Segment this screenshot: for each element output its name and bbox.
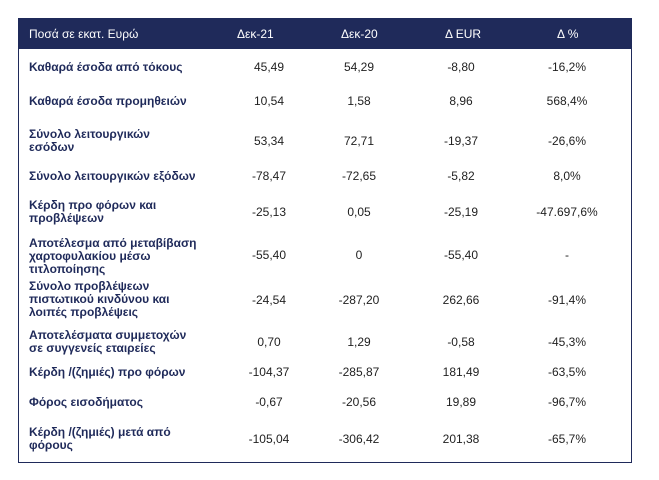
cell-delta-pct: -45,3% — [547, 335, 587, 349]
cell-dec20: 1,58 — [347, 94, 371, 108]
row-label: Κέρδη /(ζημιές) μετά από φόρους — [29, 425, 171, 452]
cell-dec21: -105,04 — [248, 432, 290, 446]
header-col-dec21: Δεκ-21 — [237, 27, 274, 41]
row-label: Κέρδη /(ζημιές) προ φόρων — [29, 365, 186, 379]
header-col-dec20: Δεκ-20 — [341, 27, 378, 41]
financial-table — [18, 18, 632, 463]
row-label: Καθαρά έσοδα από τόκους — [29, 60, 183, 74]
cell-delta-pct: -63,5% — [547, 365, 587, 379]
cell-dec20: -20,56 — [341, 395, 377, 409]
cell-dec21: -24,54 — [251, 293, 287, 307]
cell-delta-eur: -5,82 — [447, 169, 475, 183]
cell-dec21: -0,67 — [255, 395, 283, 409]
cell-delta-pct: -26,6% — [547, 134, 587, 148]
cell-dec21: -55,40 — [251, 248, 287, 262]
cell-dec21: 10,54 — [253, 94, 285, 108]
cell-delta-eur: -8,80 — [447, 60, 475, 74]
cell-delta-pct: -96,7% — [547, 395, 587, 409]
cell-delta-pct: 8,0% — [553, 169, 581, 183]
cell-dec21: 0,70 — [257, 335, 281, 349]
cell-dec20: 1,29 — [347, 335, 371, 349]
header-col-delta-pct: Δ % — [557, 27, 579, 41]
cell-dec20: 72,71 — [343, 134, 375, 148]
cell-delta-eur: 201,38 — [442, 432, 480, 446]
cell-delta-pct: - — [565, 248, 569, 262]
cell-delta-eur: 262,66 — [442, 293, 480, 307]
cell-dec21: 45,49 — [253, 60, 285, 74]
row-label: Σύνολο προβλέψεων πιστωτικού κινδύνου και λοιπές προβλέψεις — [29, 279, 170, 319]
cell-dec20: -287,20 — [338, 293, 380, 307]
cell-delta-pct: -16,2% — [547, 60, 587, 74]
cell-delta-eur: 181,49 — [442, 365, 480, 379]
cell-dec20: 0,05 — [347, 205, 371, 219]
row-label: Αποτελέσματα συμμετοχών σε συγγενείς εταιρείες — [29, 328, 187, 355]
row-label: Σύνολο λειτουργικών εσόδων — [29, 127, 150, 154]
cell-dec21: -104,37 — [248, 365, 290, 379]
row-label: Κέρδη προ φόρων και προβλέψεων — [29, 198, 157, 225]
row-label: Φόρος εισοδήματος — [29, 395, 143, 409]
cell-dec21: -25,13 — [251, 205, 287, 219]
cell-dec20: -306,42 — [338, 432, 380, 446]
cell-delta-pct: -91,4% — [547, 293, 587, 307]
cell-delta-pct: -47.697,6% — [536, 205, 598, 219]
cell-dec21: -78,47 — [251, 169, 287, 183]
cell-delta-eur: -0,58 — [447, 335, 475, 349]
header-label: Ποσά σε εκατ. Ευρώ — [29, 27, 139, 41]
cell-delta-eur: -19,37 — [443, 134, 479, 148]
row-label: Σύνολο λειτουργικών εξόδων — [29, 169, 196, 183]
row-label: Αποτέλεσμα από μεταβίβαση χαρτοφυλακίου μέσω τιτλοποίησης — [29, 236, 197, 276]
cell-delta-pct: -65,7% — [547, 432, 587, 446]
cell-delta-eur: 19,89 — [445, 395, 477, 409]
cell-dec21: 53,34 — [253, 134, 285, 148]
cell-dec20: 0 — [355, 248, 363, 262]
cell-delta-pct: 568,4% — [546, 94, 588, 108]
cell-delta-eur: -55,40 — [443, 248, 479, 262]
cell-delta-eur: 8,96 — [449, 94, 473, 108]
cell-dec20: 54,29 — [343, 60, 375, 74]
cell-dec20: -285,87 — [338, 365, 380, 379]
header-col-delta-eur: Δ EUR — [445, 27, 482, 41]
row-label: Καθαρά έσοδα προμηθειών — [29, 94, 187, 108]
cell-delta-eur: -25,19 — [443, 205, 479, 219]
table-header — [19, 19, 631, 49]
cell-dec20: -72,65 — [341, 169, 377, 183]
